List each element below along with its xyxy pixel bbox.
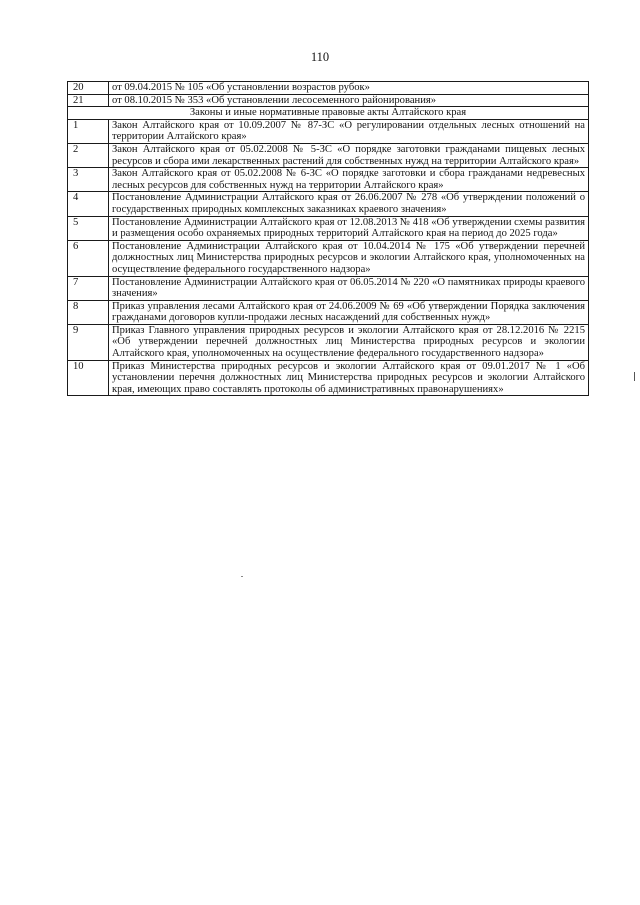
table-row (68, 192, 589, 216)
row-number: 3 (68, 168, 109, 192)
row-number: 20 (68, 82, 109, 95)
table-row (68, 324, 589, 360)
table-row (68, 143, 589, 167)
scan-artifact-mark (634, 372, 635, 381)
page-number: 110 (310, 50, 330, 64)
table-row (68, 300, 589, 324)
table-row (68, 94, 589, 107)
act-title: Закон Алтайского края от 05.02.2008 № 5-ЗС «О порядке заготовки гражданами пищевых лесных ресурсов и сбора ими лекарственных растений для собственных нужд на территории Алтайского края» (109, 143, 589, 167)
section-title: Законы и иные нормативные правовые акты Алтайского края (68, 107, 589, 120)
act-title: Закон Алтайского края от 10.09.2007 № 87-ЗС «О регулировании отдельных лесных отношений на территории Алтайского края» (109, 119, 589, 143)
act-title: от 09.04.2015 № 105 «Об установлении возрастов рубок» (109, 82, 589, 95)
act-title: Приказ Министерства природных ресурсов и экологии Алтайского края от 09.01.2017 № 1 «Об установлении перечня должностных лиц Министерства природных ресурсов и экологии Алтайского края, имеющих право составлять протоколы об административных правонарушениях» (109, 360, 589, 396)
row-number: 7 (68, 276, 109, 300)
act-title: Приказ управления лесами Алтайского края от 24.06.2009 № 69 «Об утверждении Порядка заключения гражданами договоров купли-продажи лесных насаждений для собственных нужд» (109, 300, 589, 324)
row-number: 6 (68, 240, 109, 276)
act-title: Постановление Администрации Алтайского края от 06.05.2014 № 220 «О памятниках природы краевого значения» (109, 276, 589, 300)
table-row (68, 119, 589, 143)
row-number: 8 (68, 300, 109, 324)
act-title: Приказ Главного управления природных ресурсов и экологии Алтайского края от 28.12.2016 № 2215 «Об утверждении перечней должностных лиц Министерства природных ресурсов и экологии Алтайского края, уполномоченных на осуществление федерального государственного надзора» (109, 324, 589, 360)
act-title: Постановление Администрации Алтайского края от 26.06.2007 № 278 «Об утверждении положений о государственных природных комплексных заказниках краевого значения» (109, 192, 589, 216)
table-row (68, 82, 589, 95)
row-number: 10 (68, 360, 109, 396)
scan-artifact-dot (241, 576, 243, 577)
act-title: Постановление Администрации Алтайского края от 12.08.2013 № 418 «Об утверждении схемы развития и размещения особо охраняемых природных территорий Алтайского края на период до 2025 года» (109, 216, 589, 240)
table-row (68, 168, 589, 192)
row-number: 4 (68, 192, 109, 216)
row-number: 5 (68, 216, 109, 240)
table-row (68, 240, 589, 276)
table-row (68, 216, 589, 240)
act-title: Закон Алтайского края от 05.02.2008 № 6-ЗС «О порядке заготовки и сбора гражданами недревесных лесных ресурсов для собственных нужд на территории Алтайского края» (109, 168, 589, 192)
section-header-row (68, 107, 589, 120)
row-number: 21 (68, 94, 109, 107)
row-number: 9 (68, 324, 109, 360)
table-row (68, 276, 589, 300)
act-title: Постановление Администрации Алтайского края от 10.04.2014 № 175 «Об утверждении перечней должностных лиц Министерства природных ресурсов и экологии Алтайского края, уполномоченных на осуществление федерального государственного надзора» (109, 240, 589, 276)
act-title: от 08.10.2015 № 353 «Об установлении лесосеменного районирования» (109, 94, 589, 107)
table-row (68, 360, 589, 396)
acts-table (67, 81, 589, 396)
row-number: 1 (68, 119, 109, 143)
row-number: 2 (68, 143, 109, 167)
